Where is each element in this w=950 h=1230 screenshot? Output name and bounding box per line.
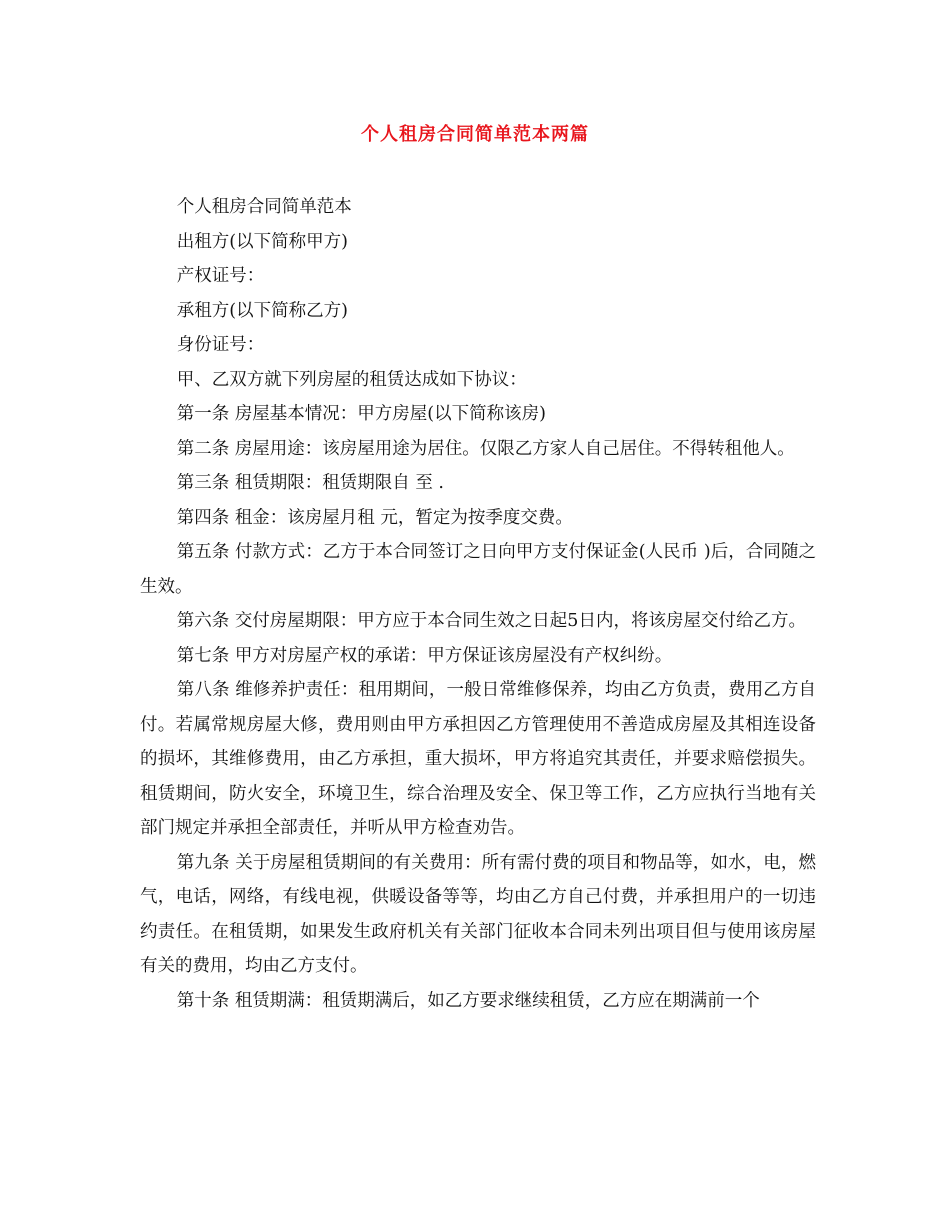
clause-8: 第八条 维修养护责任：租用期间，一般日常维修保养，均由乙方负责，费用乙方自付。若属常规房屋大修，费用则由甲方承担因乙方管理使用不善造成房屋及其相连设备的损坏，其维修费用，由乙方承担，重大损坏，甲方将追究其责任，并要求赔偿损失。租赁期间，防火安全，环境卫生，综合治理及安全、保卫等工作，乙方应执行当地有关部门规定并承担全部责任，并听从甲方检查劝告。 [140, 680, 816, 838]
paragraph: 出租方(以下简称甲方) [176, 231, 348, 252]
paragraph: 个人租房合同简单范本 [176, 197, 352, 217]
clause-2: 第二条 房屋用途：该房屋用途为居住。仅限乙方家人自己居住。不得转租他人。 [176, 438, 795, 459]
clause-1: 第一条 房屋基本情况：甲方房屋(以下简称该房) [176, 404, 546, 424]
document-body [140, 190, 816, 1018]
paragraph: 甲、乙双方就下列房屋的租赁达成如下协议： [176, 369, 527, 390]
paragraph: 承租方(以下简称乙方) [176, 300, 348, 321]
paragraph: 产权证号： [176, 266, 265, 286]
clause-10: 第十条 租赁期满：租赁期满后，如乙方要求继续租赁，乙方应在期满前一个 [176, 990, 760, 1011]
clause-5: 第五条 付款方式：乙方于本合同签订之日向甲方支付保证金(人民币 )后，合同随之生效。 [140, 542, 816, 597]
clause-3: 第三条 租赁期限：租赁期限自 至 . [176, 473, 444, 493]
paragraph: 身份证号： [176, 335, 265, 355]
clause-6: 第六条 交付房屋期限：甲方应于本合同生效之日起5日内，将该房屋交付给乙方。 [176, 611, 806, 631]
clause-4: 第四条 租金：该房屋月租 元，暂定为按季度交费。 [176, 507, 573, 528]
clause-9: 第九条 关于房屋租赁期间的有关费用：所有需付费的项目和物品等，如水，电，燃气，电话，网络，有线电视，供暖设备等等，均由乙方自己付费，并承担用户的一切违约责任。在租赁期，如果发生政府机关有关部门征收本合同未列出项目但与使用该房屋有关的费用，均由乙方支付。 [140, 852, 816, 976]
clause-7: 第七条 甲方对房屋产权的承诺：甲方保证该房屋没有产权纠纷。 [176, 645, 673, 666]
document-title: 个人租房合同简单范本两篇 [361, 124, 589, 145]
